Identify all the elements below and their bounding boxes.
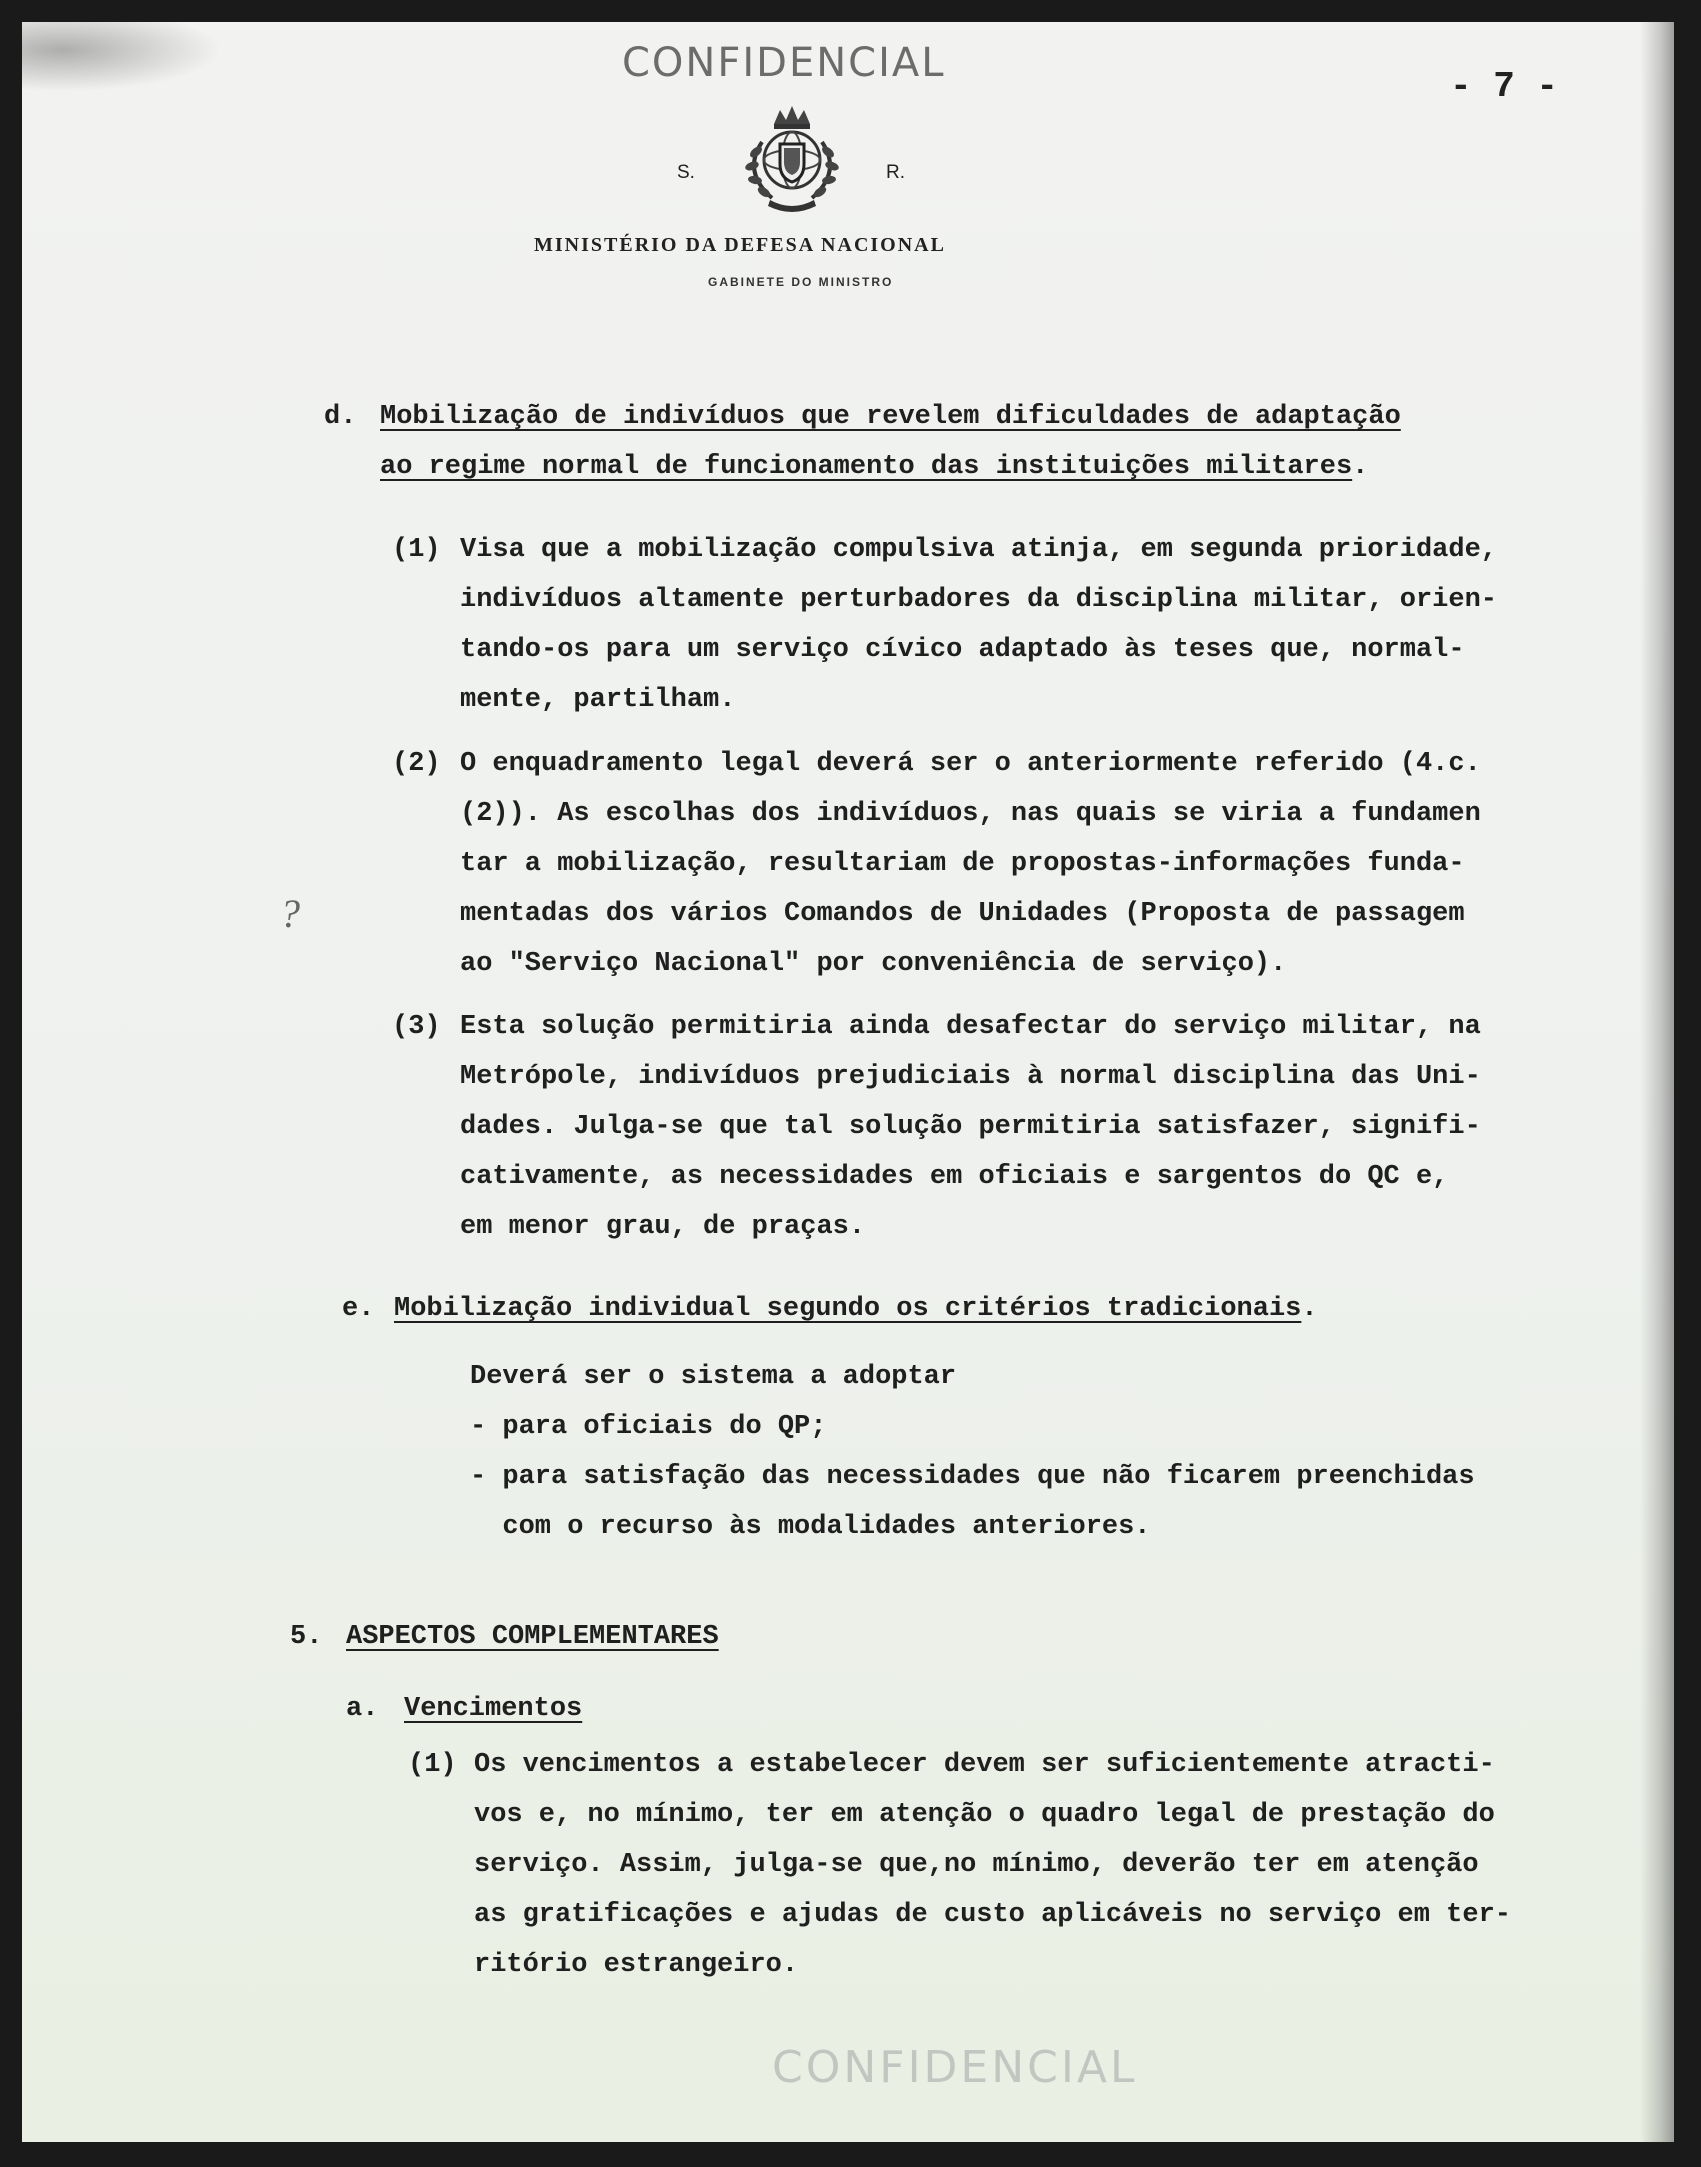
item-d1-line4: mente, partilham.: [460, 685, 736, 715]
item-d3-line1: Esta solução permitiria ainda desafectar do serviço militar, na: [460, 1012, 1481, 1042]
section-e-line2: - para oficiais do QP;: [470, 1412, 827, 1442]
item-d2-line4: mentadas dos vários Comandos de Unidades (Proposta de passagem: [460, 899, 1465, 929]
item-d3-line3: dades. Julga-se que tal solução permitiria satisfazer, signifi-: [460, 1112, 1481, 1142]
section-d-title-line2: ao regime normal de funcionamento das instituições militares: [380, 452, 1353, 482]
item-d2-line5: ao "Serviço Nacional" por conveniência de serviço).: [460, 949, 1287, 979]
item-d1-line3: tando-os para um serviço cívico adaptado às teses que, normal-: [460, 635, 1465, 665]
confidential-stamp-top: CONFIDENCIAL: [622, 40, 946, 86]
item-d3-marker: (3): [392, 1012, 441, 1042]
item-5a1-line3: serviço. Assim, julga-se que,no mínimo, deverão ter em atenção: [474, 1850, 1479, 1880]
item-d2-line1: O enquadramento legal deverá ser o anteriormente referido (4.c.: [460, 749, 1481, 779]
section-e-marker: e.: [342, 1294, 375, 1324]
section-e-line4: com o recurso às modalidades anteriores.: [470, 1512, 1151, 1542]
item-d2-line2: (2)). As escolhas dos indivíduos, nas quais se viria a fundamen: [460, 799, 1481, 829]
item-d2-line3: tar a mobilização, resultariam de propostas-informações funda-: [460, 849, 1465, 879]
section-d-title-end: .: [1352, 452, 1369, 482]
cabinet-subheading: GABINETE DO MINISTRO: [708, 275, 894, 289]
portuguese-coat-of-arms-icon: [722, 102, 862, 222]
section-e-line1: Deverá ser o sistema a adoptar: [470, 1362, 957, 1392]
section-e-title: Mobilização individual segundo os critérios tradicionais: [394, 1294, 1302, 1324]
item-d1-line2: indivíduos altamente perturbadores da disciplina militar, orien-: [460, 585, 1497, 615]
item-d3-line2: Metrópole, indivíduos prejudiciais à normal disciplina das Uni-: [460, 1062, 1481, 1092]
section-5a-marker: a.: [346, 1694, 379, 1724]
handwritten-question-mark: ?: [280, 891, 300, 936]
page-number: - 7 -: [1450, 66, 1559, 107]
section-5a-title: Vencimentos: [404, 1694, 583, 1724]
item-5a1-line5: ritório estrangeiro.: [474, 1950, 799, 1980]
section-d-marker: d.: [324, 402, 357, 432]
scan-smudge: [22, 22, 222, 92]
item-d1-marker: (1): [392, 535, 441, 565]
item-5a1-line4: as gratificações e ajudas de custo aplicáveis no serviço em ter-: [474, 1900, 1511, 1930]
item-5a1-line1: Os vencimentos a estabelecer devem ser suficientemente atracti-: [474, 1750, 1495, 1780]
item-5a1-marker: (1): [408, 1750, 457, 1780]
section-d-title-line1: Mobilização de indivíduos que revelem dificuldades de adaptação: [380, 402, 1401, 432]
confidential-stamp-bottom: CONFIDENCIAL: [772, 2042, 1138, 2093]
section-5-marker: 5.: [290, 1622, 323, 1652]
item-d3-line4: cativamente, as necessidades em oficiais e sargentos do QC e,: [460, 1162, 1449, 1192]
ministry-heading: MINISTÉRIO DA DEFESA NACIONAL: [534, 234, 946, 256]
header-s-mark: S.: [677, 162, 695, 183]
item-d1-line1: Visa que a mobilização compulsiva atinja, em segunda prioridade,: [460, 535, 1497, 565]
item-d3-line5: em menor grau, de praças.: [460, 1212, 866, 1242]
header-r-mark: R.: [886, 162, 905, 183]
section-5-title: ASPECTOS COMPLEMENTARES: [346, 1622, 719, 1652]
section-e-title-wrap: [394, 1284, 1318, 1334]
document-page: [22, 22, 1674, 2142]
scan-edge-shadow: [1640, 22, 1674, 2142]
section-e-line3: - para satisfação das necessidades que não ficarem preenchidas: [470, 1462, 1475, 1492]
item-d2-marker: (2): [392, 749, 441, 779]
section-d-title-line2-wrap: [380, 442, 1368, 492]
item-5a1-line2: vos e, no mínimo, ter em atenção o quadro legal de prestação do: [474, 1800, 1495, 1830]
section-e-title-end: .: [1301, 1294, 1318, 1324]
